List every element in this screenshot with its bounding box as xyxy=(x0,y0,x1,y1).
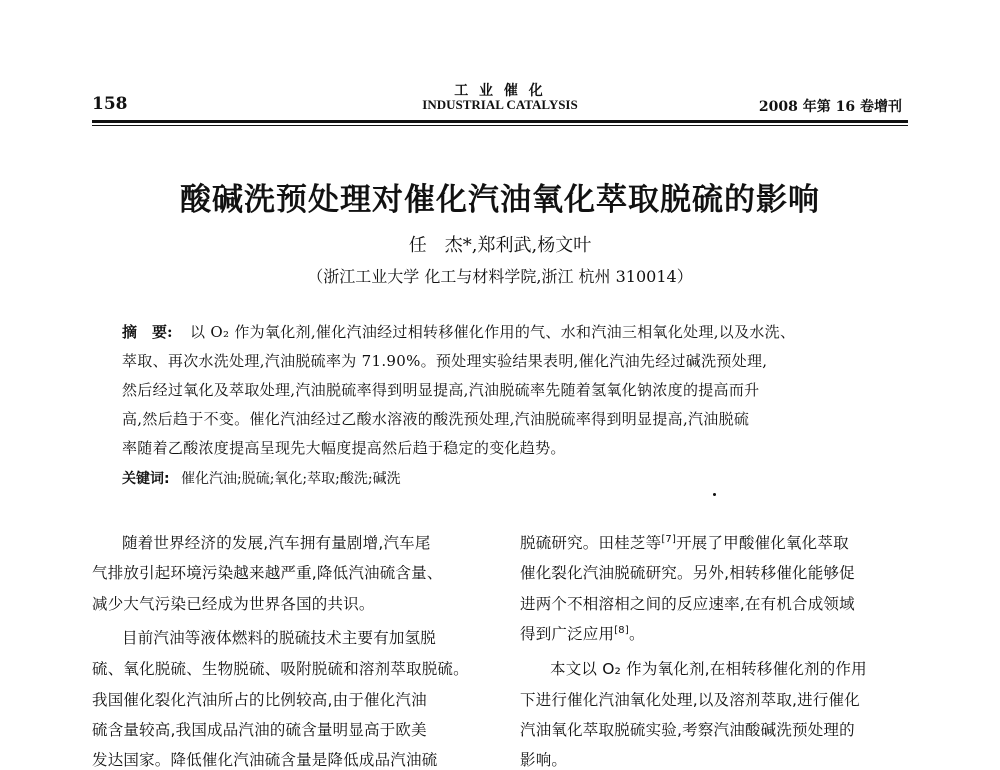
body-line xyxy=(520,531,849,553)
header-rule-thin xyxy=(92,125,908,126)
body-line: 减少大气污染已经成为世界各国的共识。 xyxy=(92,595,375,613)
journal-title-en: INDUSTRIAL CATALYSIS xyxy=(422,97,578,112)
body-line: 下进行催化汽油氧化处理,以及溶剂萃取,进行催化 xyxy=(520,691,860,709)
body-line: 硫含量较高,我国成品汽油的硫含量明显高于欧美 xyxy=(92,721,427,739)
body-line: 发达国家。降低催化汽油硫含量是降低成品汽油硫 xyxy=(92,751,438,769)
body-text: 得到广泛应用 xyxy=(520,625,615,643)
stray-dot xyxy=(713,493,716,496)
abstract-label: 摘 要: xyxy=(122,323,173,341)
body-text: 。 xyxy=(628,625,645,643)
body-line xyxy=(520,622,645,644)
body-line: 催化裂化汽油脱硫研究。另外,相转移催化能够促 xyxy=(520,564,855,582)
issue-info: 2008 年第 16 卷增刊 xyxy=(758,99,902,115)
journal-title-cn: 工 业 催 化 xyxy=(454,83,546,99)
keywords: 催化汽油;脱硫;氧化;萃取;酸洗;碱洗 xyxy=(181,471,401,487)
reference-7: [7] xyxy=(661,534,677,545)
reference-8: [8] xyxy=(614,625,629,636)
affiliation: （浙江工业大学 化工与材料学院,浙江 杭州 310014） xyxy=(307,267,693,286)
body-line: 影响。 xyxy=(520,751,568,769)
abstract-line: 然后经过氧化及萃取处理,汽油脱硫率得到明显提高,汽油脱硫率先随着氢氧化钠浓度的提高而升 xyxy=(122,381,760,399)
abstract-line: 高,然后趋于不变。催化汽油经过乙酸水溶液的酸洗预处理,汽油脱硫率得到明显提高,汽油脱硫 xyxy=(122,410,750,428)
article-title: 酸碱洗预处理对催化汽油氧化萃取脱硫的影响 xyxy=(180,182,820,218)
body-line: 随着世界经济的发展,汽车拥有量剧增,汽车尾 xyxy=(122,534,431,552)
body-line: 气排放引起环境污染越来越严重,降低汽油硫含量、 xyxy=(92,564,443,582)
body-line: 汽油氧化萃取脱硫实验,考察汽油酸碱洗预处理的 xyxy=(520,721,855,739)
abstract-line: 率随着乙酸浓度提高呈现先大幅度提高然后趋于稳定的变化趋势。 xyxy=(122,439,566,457)
abstract-line: 萃取、再次水洗处理,汽油脱硫率为 71.90%。预处理实验结果表明,催化汽油先经过碱洗预处理, xyxy=(122,352,768,370)
keywords-label: 关键词: xyxy=(122,471,170,487)
body-text: 开展了甲酸催化氧化萃取 xyxy=(676,534,849,552)
body-line: 我国催化裂化汽油所占的比例较高,由于催化汽油 xyxy=(92,691,427,709)
body-line: 目前汽油等液体燃料的脱硫技术主要有加氢脱 xyxy=(122,629,437,647)
page-number: 158 xyxy=(92,94,128,114)
authors: 任 杰*,郑利武,杨文叶 xyxy=(408,235,592,256)
body-line: 硫、氧化脱硫、生物脱硫、吸附脱硫和溶剂萃取脱硫。 xyxy=(92,660,469,678)
abstract-line: 以 O₂ 作为氧化剂,催化汽油经过相转移催化作用的气、水和汽油三相氧化处理,以及水洗、 xyxy=(190,323,796,341)
body-text: 脱硫研究。田桂芝等 xyxy=(520,534,662,552)
header-rule-thick xyxy=(92,120,908,123)
body-line: 进两个不相溶相之间的反应速率,在有机合成领域 xyxy=(520,595,855,613)
body-line: 本文以 O₂ 作为氧化剂,在相转移催化剂的作用 xyxy=(550,660,867,678)
